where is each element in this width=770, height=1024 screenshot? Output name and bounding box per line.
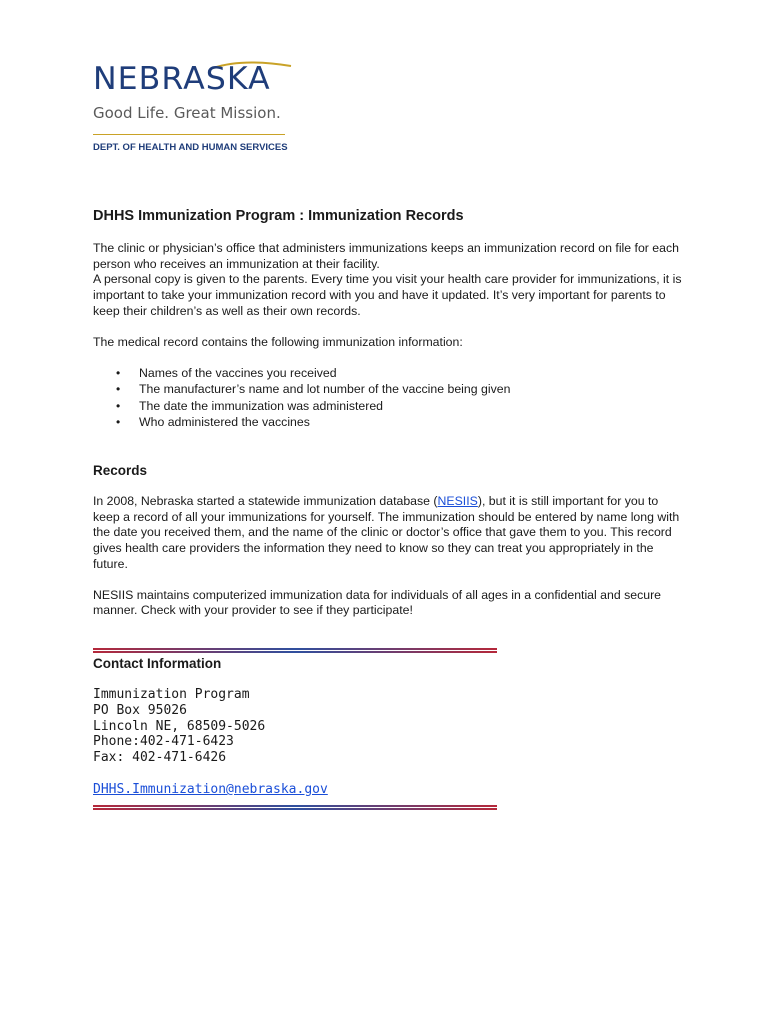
contact-line: Immunization Program	[93, 687, 250, 702]
nesiis-paragraph: NESIIS maintains computerized immunization data for individuals of all ages in a confidential and secure manner. Check with your provider to see if they participate!	[93, 587, 662, 618]
contact-line: Lincoln NE, 68509-5026	[93, 718, 266, 734]
nesiis-link[interactable]: NESIIS	[437, 494, 478, 509]
records-text-before: In 2008, Nebraska started a statewide immunization database (	[93, 494, 438, 509]
intro-paragraph-1: The clinic or physician’s office that administers immunizations keeps an immunization record on file for each person who receives an immunization at their facility.	[93, 241, 679, 271]
email-link[interactable]: DHHS.Immunization@nebraska.gov	[93, 781, 328, 797]
contact-line: PO Box 95026	[93, 702, 187, 718]
list-item: • The manufacturer’s name and lot number of the vaccine being given	[139, 381, 683, 397]
logo-dept: DEPT. OF HEALTH AND HUMAN SERVICES	[93, 142, 288, 153]
main-content	[93, 207, 683, 619]
list-item: • Who administered the vaccines	[139, 414, 683, 430]
records-text-after: ), but it is still important for you to keep a record of all your immunizations for yourself. The immunization should be entered by name long with the date you received them, and the name of the clinic or doctor’s office that gave them to you. This record gives health care providers the information they need to know so they can treat you appropriately in the future.	[93, 494, 680, 571]
logo-tagline: Good Life. Great Mission.	[93, 104, 281, 122]
page-title: DHHS Immunization Program : Immunization Records	[93, 208, 464, 224]
contact-block	[93, 655, 328, 798]
dhhs-logo	[93, 58, 303, 158]
contact-heading: Contact Information	[93, 656, 222, 671]
list-item: • The date the immunization was administered	[139, 398, 683, 414]
records-paragraph	[93, 494, 683, 573]
logo-rule	[93, 134, 285, 135]
divider-bottom	[93, 805, 497, 810]
divider-top	[93, 648, 497, 653]
intro-paragraph-2: A personal copy is given to the parents. Every time you visit your health care provider for immunizations, it is important to take your immunization record with you and have it updated. It’s very important for parents to keep their children’s as well as their own records.	[93, 272, 682, 318]
info-list	[93, 365, 683, 430]
list-item: • Names of the vaccines you received	[139, 365, 683, 381]
logo-title: NEBRASKA	[93, 61, 271, 97]
medical-record-lead: The medical record contains the following immunization information:	[93, 334, 463, 349]
contact-line: Phone:402-471-6423	[93, 734, 234, 750]
contact-line: Fax: 402-471-6426	[93, 750, 227, 766]
records-heading: Records	[93, 463, 148, 479]
